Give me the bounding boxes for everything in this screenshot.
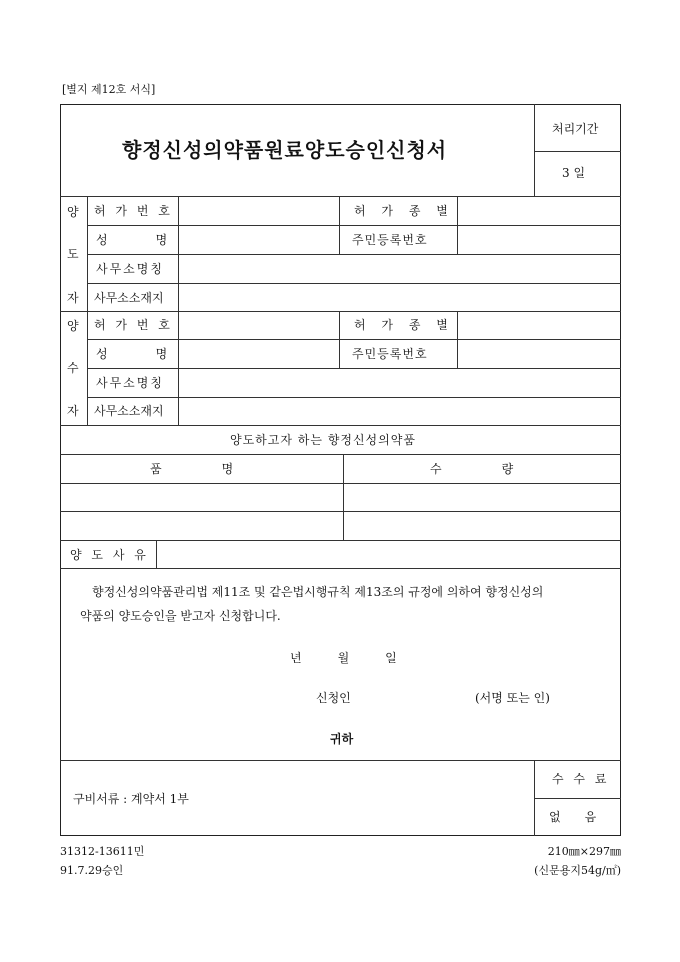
col-line [87,196,88,425]
footer-paper-type: (신문용지54g/㎡) [534,864,621,877]
fee-inner-line [534,798,621,799]
transferor-license-type-label: 허 가 종 별 [354,204,454,218]
row-line [87,225,621,226]
row-line [87,339,621,340]
transferor-char: 도 [67,247,79,261]
drug-col-product: 품 명 [150,462,234,476]
transferee-license-no-label: 허 가 번 호 [94,318,173,332]
footer-paper-size: 210㎜×297㎜ [547,845,621,858]
col-line [343,454,344,540]
required-documents: 구비서류 : 계약서 1부 [73,792,189,806]
processing-label: 처리기간 [552,122,599,136]
row-line [60,483,621,484]
transferor-license-no-label: 허 가 번 호 [94,204,173,218]
transferee-office-addr-label: 사무소소재지 [94,404,164,418]
col-line [156,540,157,568]
form-reference: [별지 제12호 서식] [62,83,156,96]
transferee-name-label: 성 명 [96,347,176,361]
footer-code: 31312-13611민 [60,845,145,858]
title-divider [534,104,535,196]
row-line [60,454,621,455]
transferor-office-addr-label: 사무소소재지 [94,291,164,305]
row-line [60,196,621,197]
transferor-resident-no-label: 주민등록번호 [352,233,428,247]
col-line [457,196,458,254]
col-line [339,311,340,368]
drug-col-quantity: 수 량 [430,462,514,476]
statement-line-1: 향정신성의약품관리법 제11조 및 같은법시행규칙 제13조의 규정에 의하여 향정신성의 [92,585,544,599]
col-line [339,196,340,254]
row-line [60,568,621,569]
form-title: 향정신성의약품원료양도승인신청서 [122,138,448,162]
row-line [60,425,621,426]
transferee-office-name-label: 사무소명칭 [96,376,164,390]
statement-line-2: 약품의 양도승인을 받고자 신청합니다. [80,609,281,623]
drug-section-title: 양도하고자 하는 향정신성의약품 [230,433,416,447]
transferor-char: 양 [67,205,79,219]
row-line [60,760,621,761]
fee-label: 수 수 료 [552,772,610,786]
row-line [60,511,621,512]
applicant-label: 신청인 [316,691,351,705]
transferee-char: 자 [67,404,79,418]
reason-label: 양 도 사 유 [70,548,149,562]
transferee-char: 양 [67,319,79,333]
transferee-char: 수 [67,361,79,375]
col-line [178,196,179,425]
row-line [60,540,621,541]
transferee-license-type-label: 허 가 종 별 [354,318,454,332]
processing-divider [534,151,621,152]
transferee-resident-no-label: 주민등록번호 [352,347,428,361]
row-line [87,397,621,398]
col-line [457,311,458,368]
transferor-name-label: 성 명 [96,233,176,247]
row-line [87,254,621,255]
row-line [60,311,621,312]
date-line: 년 월 일 [290,651,397,665]
transferor-office-name-label: 사무소명칭 [96,262,164,276]
fee-value: 없 음 [549,810,597,824]
addressee: 귀하 [330,732,354,746]
row-line [87,368,621,369]
signature-label: (서명 또는 인) [475,691,550,705]
processing-value: 3 일 [562,166,586,180]
row-line [87,283,621,284]
footer-approval: 91.7.29승인 [60,864,124,877]
transferor-char: 자 [67,291,79,305]
